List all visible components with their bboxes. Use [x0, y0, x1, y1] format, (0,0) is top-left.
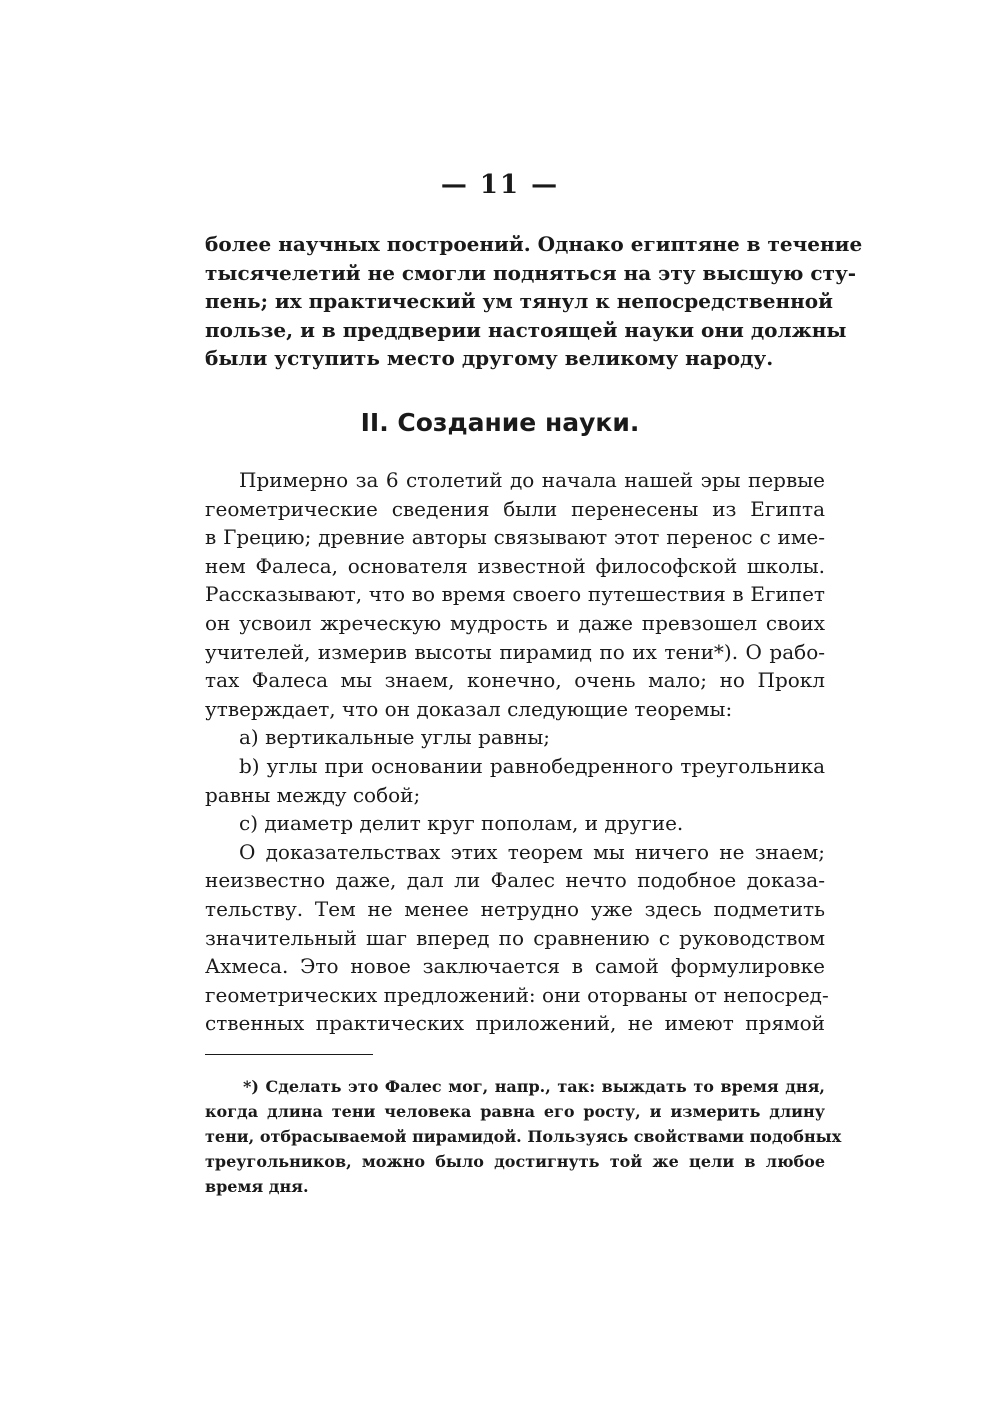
footnote-line: треугольников, можно было достигнуть той же цели в любое	[205, 1152, 825, 1171]
text-line: более научных построений. Однако египтяне в течение	[205, 232, 863, 256]
footnote-line: тени, отбрасываемой пирамидой. Пользуясь свойствами подобных	[205, 1127, 842, 1146]
text-line: ственных практических приложений, не имеют прямой	[205, 1011, 825, 1036]
intro-paragraph	[205, 230, 863, 373]
page-number: — 11 —	[440, 170, 560, 200]
text-line: были уступить место другому великому народу.	[205, 346, 774, 371]
body-text	[205, 466, 829, 1038]
text-line: тах Фалеса мы знаем, конечно, очень мало; но Прокл	[205, 668, 825, 693]
text-line: тысячелетий не смогли подняться на эту высшую сту-	[205, 260, 857, 285]
footnote-divider	[205, 1054, 373, 1055]
theorem-a: a) вертикальные углы равны;	[239, 725, 551, 750]
text-line: Ахмеса. Это новое заключается в самой формулировке	[205, 954, 825, 979]
footnote-line: когда длина тени человека равна его росту, и измерить длину	[205, 1102, 825, 1121]
text-line: значительный шаг вперед по сравнению с руководством	[205, 925, 825, 950]
text-line: пень; их практический ум тянул к непосредственной	[205, 289, 833, 314]
text-line: неизвестно даже, дал ли Фалес нечто подобное доказа-	[205, 868, 825, 893]
footnote	[205, 1074, 842, 1199]
text-line: Примерно за 6 столетий до начала нашей эры первые	[239, 468, 825, 492]
text-line: в Грецию; древние авторы связывают этот перенос с име-	[205, 525, 825, 550]
text-line: учителей, измерив высоты пирамид по их тени*). О рабо-	[205, 639, 825, 664]
theorem-b: b) углы при основании равнобедренного треугольника	[239, 753, 825, 778]
theorem-c: c) диаметр делит круг пополам, и другие.	[239, 811, 684, 836]
text-line: О доказательствах этих теорем мы ничего не знаем;	[239, 839, 825, 864]
text-line: равны между собой;	[205, 782, 421, 807]
text-line: геометрических предложений: они оторваны от непосред-	[205, 982, 829, 1007]
text-line: пользе, и в преддверии настоящей науки они должны	[205, 317, 847, 342]
text-line: утверждает, что он доказал следующие теоремы:	[205, 696, 733, 721]
text-line: нем Фалеса, основателя известной философской школы.	[205, 553, 825, 578]
text-line: тельству. Тем не менее нетрудно уже здесь подметить	[205, 896, 825, 921]
text-line: он усвоил жреческую мудрость и даже превзошел своих	[205, 610, 825, 635]
section-heading: II. Создание науки.	[360, 408, 640, 437]
footnote-line: *) Сделать это Фалес мог, напр., так: выждать то время дня,	[243, 1077, 825, 1096]
text-line: Рассказывают, что во время своего путешествия в Египет	[205, 582, 825, 607]
footnote-line: время дня.	[205, 1177, 309, 1196]
text-line: геометрические сведения были перенесены из Египта	[205, 496, 825, 521]
